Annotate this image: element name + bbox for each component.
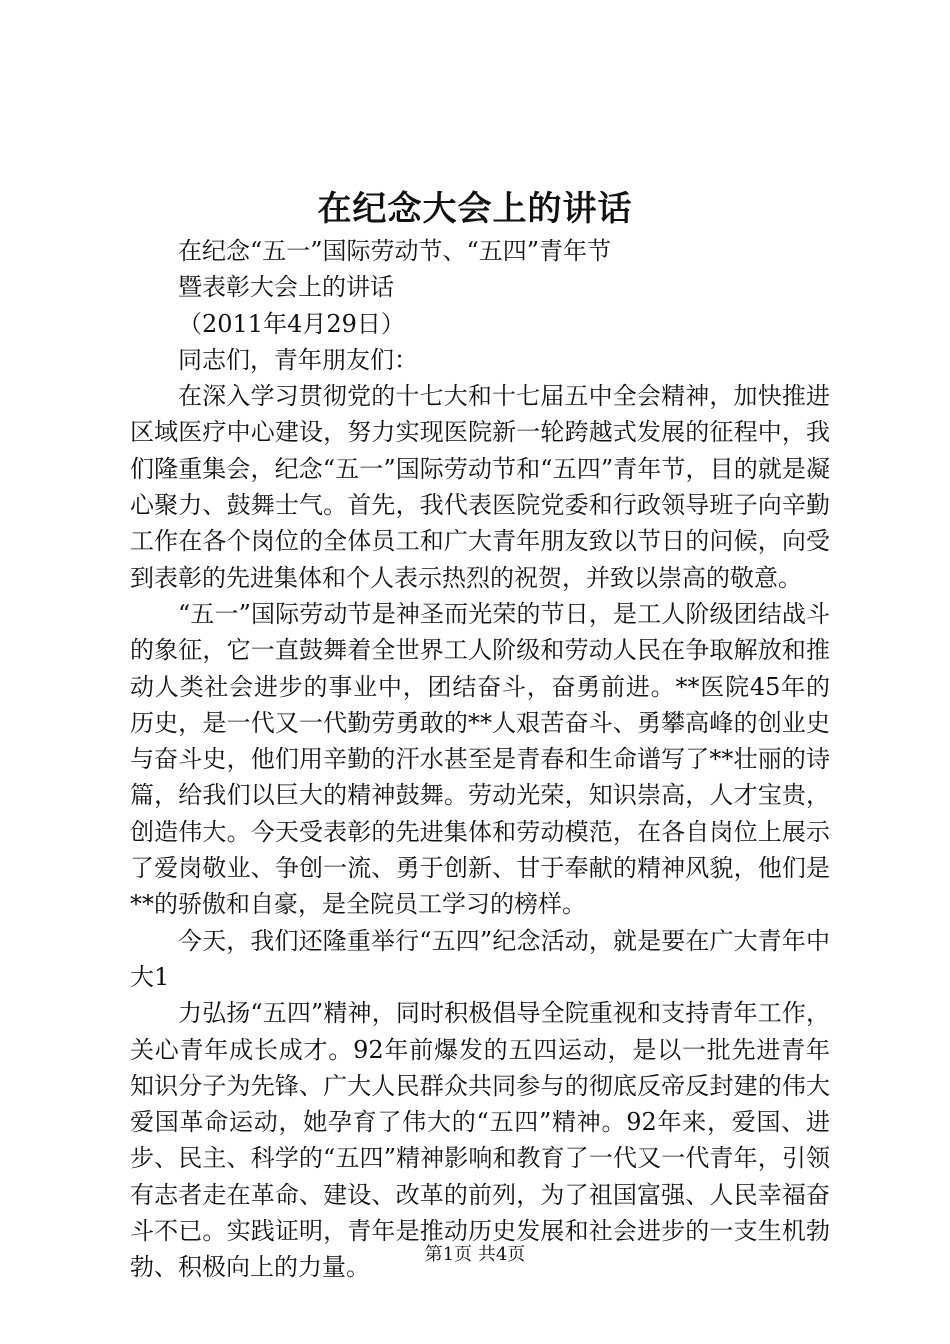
paragraph: 力弘扬“五四”精神，同时积极倡导全院重视和支持青年工作，关心青年成长成才。92年前爆发的五四运动，是以一批先进青年知识分子为先锋、广大人民群众共同参与的彻底反帝反封建的伟大爱国革命运动，她孕育了伟大的“五四”精神。92年来，爱国、进步、民主、科学的“五四”精神影响和教育了一代又一代青年，引领有志者走在革命、建设、改革的前列，为了祖国富强、人民幸福奋斗不已。实践证明，青年是推动历史发展和社会进步的一支生机勃勃、积极向上的力量。 — [130, 999, 830, 1282]
salutation: 同志们，青年朋友们： — [178, 345, 418, 374]
page-number: 第1页 共4页 — [424, 1244, 526, 1265]
paragraph: “五一”国际劳动节是神圣而光荣的节日，是工人阶级团结战斗的象征，它一直鼓舞着全世界工人阶级和劳动人民在争取解放和推动人类社会进步的事业中，团结奋斗，奋勇前进。**医院45年的历史，是一代又一代勤劳勇敢的**人艰苦奋斗、勇攀高峰的创业史与奋斗史，他们用辛勤的汗水甚至是青春和生命谱写了**壮丽的诗篇，给我们以巨大的精神鼓舞。劳动光荣，知识崇高，人才宝贵，创造伟大。今天受表彰的先进集体和劳动模范，在各自岗位上展示了爱岗敬业、争创一流、勇于创新、甘于奉献的精神风貌，他们是**的骄傲和自豪，是全院员工学习的榜样。 — [130, 599, 830, 919]
document-body — [130, 233, 830, 1286]
header-line: 暨表彰大会上的讲话 — [178, 273, 394, 302]
paragraph: 在深入学习贯彻党的十七大和十七届五中全会精神，加快推进区域医疗中心建设，努力实现医院新一轮跨越式发展的征程中，我们隆重集会，纪念“五一”国际劳动节和“五四”青年节，目的就是凝心聚力、鼓舞士气。首先，我代表医院党委和行政领导班子向辛勤工作在各个岗位的全体员工和广大青年朋友致以节日的问候，向受到表彰的先进集体和个人表示热烈的祝贺，并致以崇高的敬意。 — [130, 382, 830, 592]
header-date: （2011年4月29日） — [178, 309, 405, 338]
header-line: 在纪念“五一”国际劳动节、“五四”青年节 — [178, 237, 612, 265]
document-title: 在纪念大会上的讲话 — [317, 189, 633, 229]
paragraph: 今天，我们还隆重举行“五四”纪念活动，就是要在广大青年中大1 — [130, 926, 830, 991]
